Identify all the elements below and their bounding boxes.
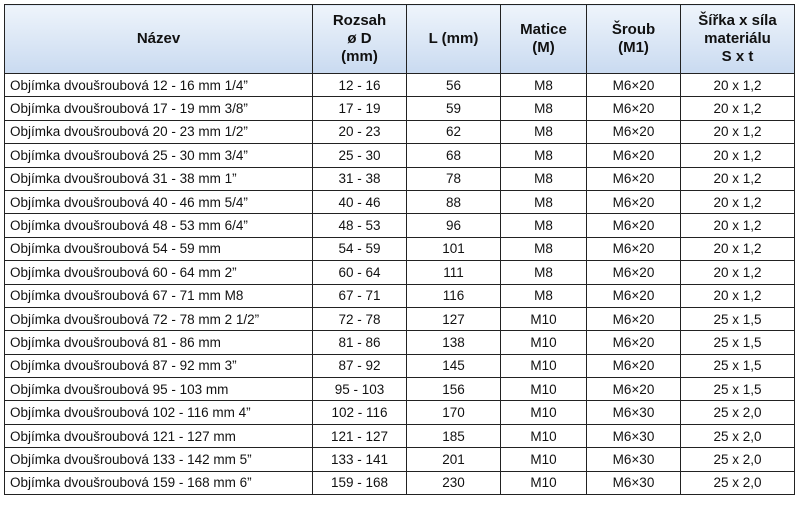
cell-length: 138 bbox=[407, 331, 501, 354]
cell-name: Objímka dvoušroubová 20 - 23 mm 1/2” bbox=[5, 120, 313, 143]
cell-range: 17 - 19 bbox=[313, 97, 407, 120]
cell-nut: M10 bbox=[501, 378, 587, 401]
cell-size: 20 x 1,2 bbox=[681, 144, 795, 167]
cell-name: Objímka dvoušroubová 12 - 16 mm 1/4” bbox=[5, 74, 313, 97]
cell-size: 20 x 1,2 bbox=[681, 97, 795, 120]
cell-size: 25 x 1,5 bbox=[681, 307, 795, 330]
header-rozsah: Rozsah ø D (mm) bbox=[313, 5, 407, 74]
cell-nut: M8 bbox=[501, 261, 587, 284]
cell-name: Objímka dvoušroubová 72 - 78 mm 2 1/2” bbox=[5, 307, 313, 330]
cell-size: 20 x 1,2 bbox=[681, 237, 795, 260]
cell-nut: M8 bbox=[501, 284, 587, 307]
header-nazev: Název bbox=[5, 5, 313, 74]
table-row bbox=[5, 167, 795, 190]
cell-length: 101 bbox=[407, 237, 501, 260]
table-row bbox=[5, 448, 795, 471]
cell-name: Objímka dvoušroubová 121 - 127 mm bbox=[5, 424, 313, 447]
cell-nut: M8 bbox=[501, 190, 587, 213]
cell-name: Objímka dvoušroubová 25 - 30 mm 3/4” bbox=[5, 144, 313, 167]
cell-length: 111 bbox=[407, 261, 501, 284]
cell-nut: M8 bbox=[501, 74, 587, 97]
cell-range: 12 - 16 bbox=[313, 74, 407, 97]
cell-nut: M8 bbox=[501, 144, 587, 167]
cell-length: 56 bbox=[407, 74, 501, 97]
table-row bbox=[5, 378, 795, 401]
cell-name: Objímka dvoušroubová 159 - 168 mm 6” bbox=[5, 471, 313, 494]
cell-name: Objímka dvoušroubová 67 - 71 mm M8 bbox=[5, 284, 313, 307]
cell-nut: M8 bbox=[501, 237, 587, 260]
cell-nut: M10 bbox=[501, 307, 587, 330]
cell-range: 20 - 23 bbox=[313, 120, 407, 143]
cell-nut: M10 bbox=[501, 331, 587, 354]
cell-size: 25 x 2,0 bbox=[681, 424, 795, 447]
cell-screw: M6×20 bbox=[587, 190, 681, 213]
cell-screw: M6×20 bbox=[587, 284, 681, 307]
cell-screw: M6×20 bbox=[587, 144, 681, 167]
table-row bbox=[5, 214, 795, 237]
table-row bbox=[5, 97, 795, 120]
cell-length: 127 bbox=[407, 307, 501, 330]
cell-screw: M6×30 bbox=[587, 401, 681, 424]
cell-name: Objímka dvoušroubová 17 - 19 mm 3/8” bbox=[5, 97, 313, 120]
table-row bbox=[5, 120, 795, 143]
cell-length: 170 bbox=[407, 401, 501, 424]
table-row bbox=[5, 424, 795, 447]
cell-length: 185 bbox=[407, 424, 501, 447]
cell-screw: M6×20 bbox=[587, 261, 681, 284]
table-row bbox=[5, 331, 795, 354]
cell-nut: M8 bbox=[501, 214, 587, 237]
header-sirka: Šířka x síla materiálu S x t bbox=[681, 5, 795, 74]
cell-size: 25 x 1,5 bbox=[681, 331, 795, 354]
cell-range: 72 - 78 bbox=[313, 307, 407, 330]
cell-size: 20 x 1,2 bbox=[681, 284, 795, 307]
table-row bbox=[5, 471, 795, 494]
table-row bbox=[5, 284, 795, 307]
cell-screw: M6×30 bbox=[587, 424, 681, 447]
table-body bbox=[5, 74, 795, 495]
cell-range: 48 - 53 bbox=[313, 214, 407, 237]
cell-length: 78 bbox=[407, 167, 501, 190]
table-header-row bbox=[5, 5, 795, 74]
cell-length: 201 bbox=[407, 448, 501, 471]
cell-range: 133 - 141 bbox=[313, 448, 407, 471]
cell-range: 60 - 64 bbox=[313, 261, 407, 284]
header-sroub: Šroub (M1) bbox=[587, 5, 681, 74]
cell-nut: M10 bbox=[501, 424, 587, 447]
cell-size: 20 x 1,2 bbox=[681, 120, 795, 143]
cell-length: 230 bbox=[407, 471, 501, 494]
cell-length: 116 bbox=[407, 284, 501, 307]
cell-range: 40 - 46 bbox=[313, 190, 407, 213]
cell-screw: M6×20 bbox=[587, 74, 681, 97]
cell-length: 96 bbox=[407, 214, 501, 237]
cell-size: 25 x 2,0 bbox=[681, 448, 795, 471]
cell-size: 25 x 1,5 bbox=[681, 354, 795, 377]
table-row bbox=[5, 307, 795, 330]
cell-screw: M6×20 bbox=[587, 120, 681, 143]
cell-screw: M6×30 bbox=[587, 448, 681, 471]
cell-size: 20 x 1,2 bbox=[681, 190, 795, 213]
cell-screw: M6×20 bbox=[587, 237, 681, 260]
cell-range: 25 - 30 bbox=[313, 144, 407, 167]
cell-name: Objímka dvoušroubová 102 - 116 mm 4” bbox=[5, 401, 313, 424]
cell-nut: M8 bbox=[501, 97, 587, 120]
header-l: L (mm) bbox=[407, 5, 501, 74]
cell-name: Objímka dvoušroubová 87 - 92 mm 3” bbox=[5, 354, 313, 377]
cell-name: Objímka dvoušroubová 81 - 86 mm bbox=[5, 331, 313, 354]
table-row bbox=[5, 401, 795, 424]
cell-length: 68 bbox=[407, 144, 501, 167]
table-row bbox=[5, 354, 795, 377]
cell-nut: M10 bbox=[501, 471, 587, 494]
cell-name: Objímka dvoušroubová 95 - 103 mm bbox=[5, 378, 313, 401]
cell-size: 20 x 1,2 bbox=[681, 214, 795, 237]
cell-range: 159 - 168 bbox=[313, 471, 407, 494]
cell-name: Objímka dvoušroubová 60 - 64 mm 2” bbox=[5, 261, 313, 284]
table-row bbox=[5, 237, 795, 260]
cell-range: 67 - 71 bbox=[313, 284, 407, 307]
cell-range: 87 - 92 bbox=[313, 354, 407, 377]
cell-screw: M6×20 bbox=[587, 97, 681, 120]
spec-table bbox=[4, 4, 795, 495]
cell-name: Objímka dvoušroubová 48 - 53 mm 6/4” bbox=[5, 214, 313, 237]
cell-size: 25 x 1,5 bbox=[681, 378, 795, 401]
table-row bbox=[5, 261, 795, 284]
cell-screw: M6×20 bbox=[587, 307, 681, 330]
header-matice: Matice (M) bbox=[501, 5, 587, 74]
cell-name: Objímka dvoušroubová 31 - 38 mm 1” bbox=[5, 167, 313, 190]
cell-nut: M8 bbox=[501, 120, 587, 143]
spec-table-container bbox=[4, 4, 794, 495]
table-row bbox=[5, 144, 795, 167]
table-row bbox=[5, 74, 795, 97]
cell-screw: M6×20 bbox=[587, 378, 681, 401]
cell-size: 25 x 2,0 bbox=[681, 401, 795, 424]
cell-nut: M8 bbox=[501, 167, 587, 190]
cell-range: 121 - 127 bbox=[313, 424, 407, 447]
cell-screw: M6×20 bbox=[587, 354, 681, 377]
table-row bbox=[5, 190, 795, 213]
cell-screw: M6×20 bbox=[587, 214, 681, 237]
cell-size: 20 x 1,2 bbox=[681, 167, 795, 190]
cell-range: 81 - 86 bbox=[313, 331, 407, 354]
cell-name: Objímka dvoušroubová 40 - 46 mm 5/4” bbox=[5, 190, 313, 213]
cell-length: 62 bbox=[407, 120, 501, 143]
cell-length: 156 bbox=[407, 378, 501, 401]
cell-size: 20 x 1,2 bbox=[681, 74, 795, 97]
cell-screw: M6×20 bbox=[587, 331, 681, 354]
cell-nut: M10 bbox=[501, 354, 587, 377]
cell-length: 145 bbox=[407, 354, 501, 377]
cell-name: Objímka dvoušroubová 54 - 59 mm bbox=[5, 237, 313, 260]
cell-size: 20 x 1,2 bbox=[681, 261, 795, 284]
cell-nut: M10 bbox=[501, 448, 587, 471]
cell-name: Objímka dvoušroubová 133 - 142 mm 5” bbox=[5, 448, 313, 471]
cell-range: 54 - 59 bbox=[313, 237, 407, 260]
cell-length: 88 bbox=[407, 190, 501, 213]
cell-range: 95 - 103 bbox=[313, 378, 407, 401]
cell-nut: M10 bbox=[501, 401, 587, 424]
cell-screw: M6×20 bbox=[587, 167, 681, 190]
cell-length: 59 bbox=[407, 97, 501, 120]
cell-range: 31 - 38 bbox=[313, 167, 407, 190]
cell-screw: M6×30 bbox=[587, 471, 681, 494]
cell-range: 102 - 116 bbox=[313, 401, 407, 424]
cell-size: 25 x 2,0 bbox=[681, 471, 795, 494]
